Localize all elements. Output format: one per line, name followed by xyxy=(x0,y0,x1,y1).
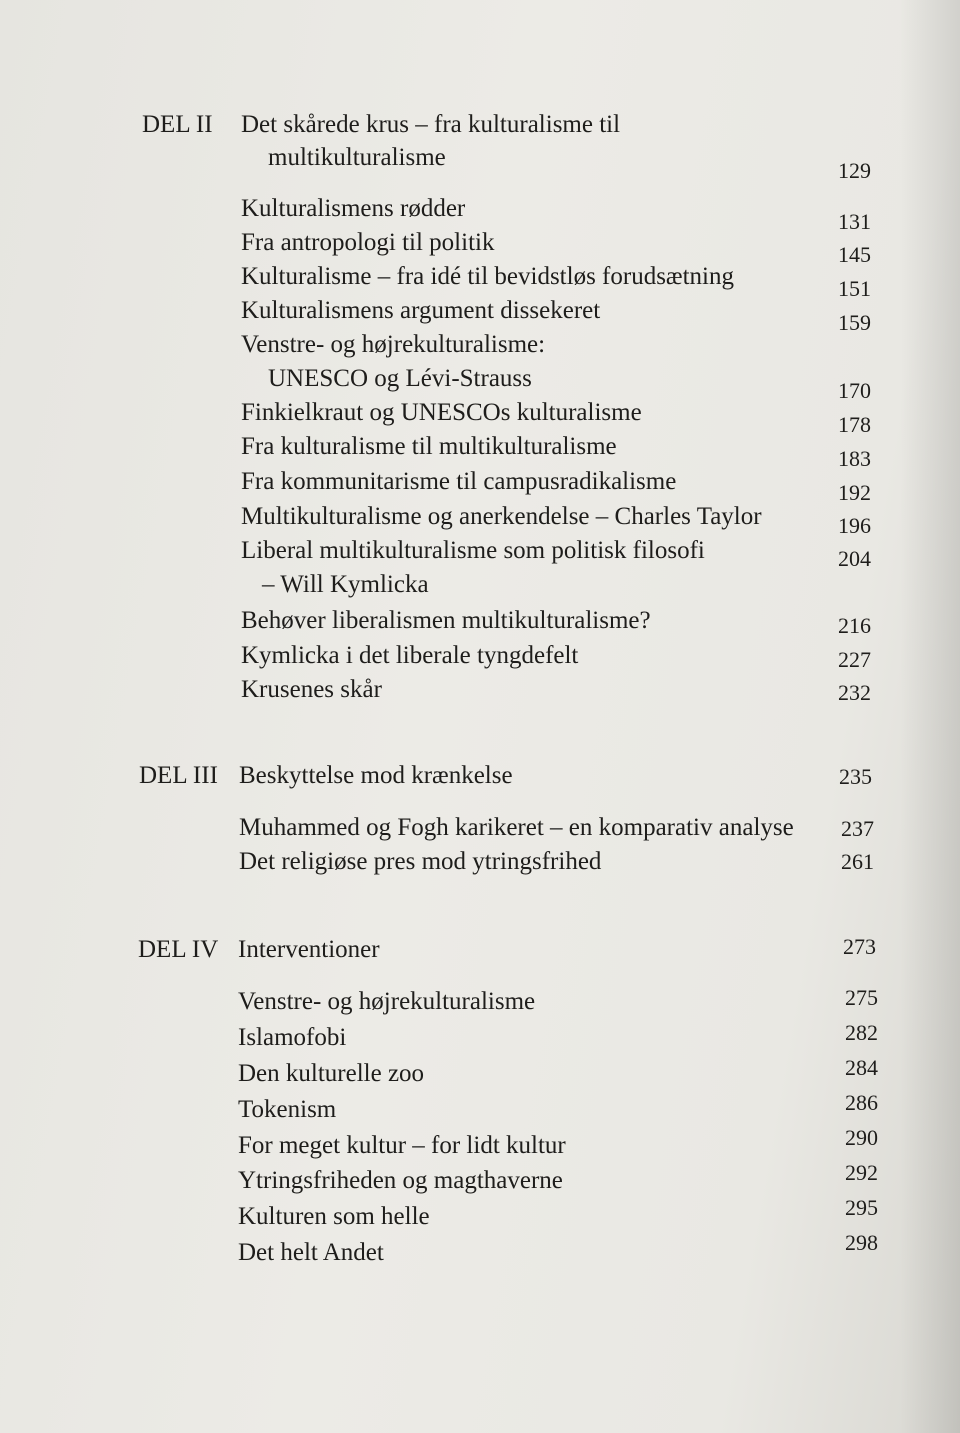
section-title-line1: Interventioner xyxy=(238,936,380,963)
section-label-del-iv: DEL IV xyxy=(138,936,219,963)
toc-page-number: 151 xyxy=(838,276,871,301)
toc-page-number: 178 xyxy=(838,412,871,437)
toc-page-number: 216 xyxy=(838,613,871,638)
toc-page-number: 286 xyxy=(845,1090,878,1115)
toc-entry: Muhammed og Fogh karikeret – en komparativ analyse xyxy=(239,814,794,841)
toc-page-number: 237 xyxy=(841,816,874,841)
toc-page-number: 159 xyxy=(838,310,871,335)
toc-page-number: 295 xyxy=(845,1195,878,1220)
section-title-line1: Det skårede krus – fra kulturalisme til xyxy=(241,111,621,138)
toc-entry: Kymlicka i det liberale tyngdefelt xyxy=(241,642,579,669)
section-page-number: 273 xyxy=(843,934,876,959)
section-page-number: 235 xyxy=(839,764,872,789)
toc-page-number: 284 xyxy=(845,1055,878,1080)
toc-entry: Venstre- og højrekulturalisme: xyxy=(241,331,546,358)
toc-entry: Kulturen som helle xyxy=(238,1203,430,1230)
toc-entry: Fra kommunitarisme til campusradikalisme xyxy=(241,468,677,495)
toc-entry: Finkielkraut og UNESCOs kulturalisme xyxy=(241,399,642,426)
toc-page-number: 282 xyxy=(845,1020,878,1045)
toc-entry: Kulturalisme – fra idé til bevidstløs forudsætning xyxy=(241,263,734,290)
toc-entry: Det helt Andet xyxy=(238,1239,384,1266)
toc-page-number: 261 xyxy=(841,849,874,874)
toc-entry: Det religiøse pres mod ytringsfrihed xyxy=(239,848,602,875)
toc-page-number: 232 xyxy=(838,680,871,705)
toc-entry: Behøver liberalismen multikulturalisme? xyxy=(241,607,651,634)
toc-page-number: 292 xyxy=(845,1160,878,1185)
section-title-line1: Beskyttelse mod krænkelse xyxy=(239,762,513,789)
toc-page-number: 183 xyxy=(838,446,871,471)
toc-page-number: 290 xyxy=(845,1125,878,1150)
toc-entry-continuation: – Will Kymlicka xyxy=(262,571,429,598)
toc-page-number: 192 xyxy=(838,480,871,505)
toc-entry: Fra kulturalisme til multikulturalisme xyxy=(241,433,617,460)
section-label-del-ii: DEL II xyxy=(142,111,213,138)
toc-page-number: 227 xyxy=(838,647,871,672)
toc-page-number: 131 xyxy=(838,209,871,234)
toc-page-number: 170 xyxy=(838,378,871,403)
toc-page-number: 196 xyxy=(838,513,871,538)
section-title-line2: multikulturalisme xyxy=(268,144,446,171)
section-label-del-iii: DEL III xyxy=(139,762,218,789)
toc-entry: Fra antropologi til politik xyxy=(241,229,495,256)
section-page-number: 129 xyxy=(838,158,871,183)
toc-entry: Kulturalismens rødder xyxy=(241,195,466,222)
toc-page-number: 204 xyxy=(838,546,871,571)
toc-entry: Multikulturalisme og anerkendelse – Charles Taylor xyxy=(241,503,762,530)
toc-entry: Ytringsfriheden og magthaverne xyxy=(238,1167,563,1194)
toc-page-number: 275 xyxy=(845,985,878,1010)
toc-page-number: 145 xyxy=(838,242,871,267)
toc-entry: Islamofobi xyxy=(238,1024,347,1051)
toc-entry: Den kulturelle zoo xyxy=(238,1060,425,1087)
toc-entry: Krusenes skår xyxy=(241,676,382,703)
toc-page-number: 298 xyxy=(845,1230,878,1255)
toc-entry: Tokenism xyxy=(238,1096,337,1123)
toc-entry: Kulturalismens argument dissekeret xyxy=(241,297,601,324)
toc-entry: For meget kultur – for lidt kultur xyxy=(238,1132,566,1159)
page-edge-shadow xyxy=(900,0,960,1433)
toc-entry: Venstre- og højrekulturalisme xyxy=(238,988,536,1015)
toc-entry: Liberal multikulturalisme som politisk filosofi xyxy=(241,537,705,564)
toc-entry-continuation: UNESCO og Lévi-Strauss xyxy=(268,365,532,392)
